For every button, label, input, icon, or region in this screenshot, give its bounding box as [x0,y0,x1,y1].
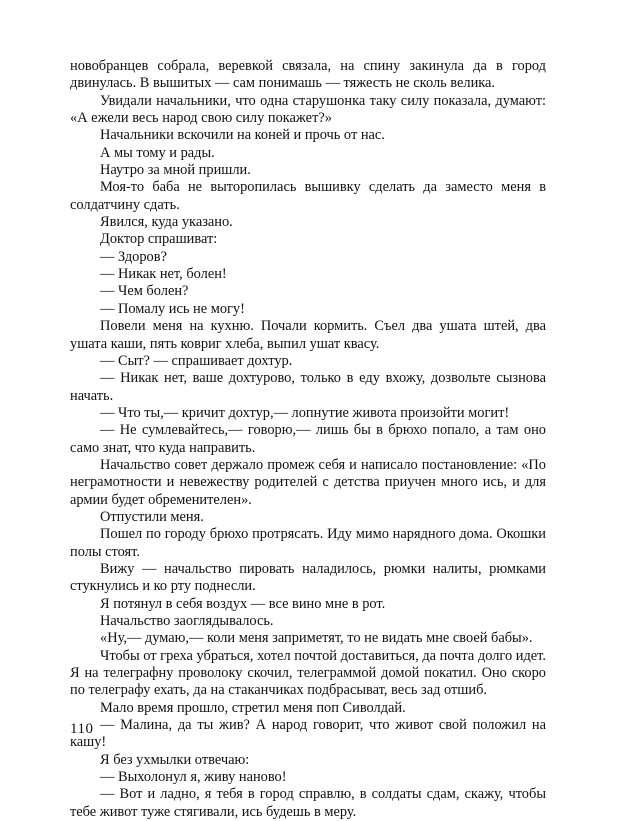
paragraph: Наутро за мной пришли. [100,162,251,179]
dialogue-line: — Малина, да ты жив? А народ говорит, что живот свой положил на кашу! [70,717,546,751]
page-number: 110 [70,721,94,737]
paragraph: Явился, куда указано. [100,214,233,231]
dialogue-line: — Здоров? [100,248,167,265]
paragraph: Пошел по городу брюхо протрясать. Иду мимо нарядного дома. Окошки полы стоят. [70,526,546,560]
dialogue-line: — Никак нет, болен! [100,266,227,283]
paragraph: Я потянул в себя воздух — все вино мне в рот. [100,595,386,612]
paragraph: А мы тому и рады. [100,144,215,161]
dialogue-line: — Что ты,— кричит дохтур,— лопнутие живота произойти могит! [100,404,510,421]
dialogue-line: — Чем болен? [100,283,189,300]
paragraph: Моя-то баба не выторопилась вышивку сделать да заместо меня в солдатчину сдать. [70,179,546,213]
paragraph: Доктор спрашиват: [100,231,218,248]
dialogue-line: — Выхолонул я, живу наново! [100,769,287,786]
paragraph: Я без ухмылки отвечаю: [100,751,250,768]
dialogue-line: — Помалу ись не могу! [100,300,245,317]
paragraph: Начальство заоглядывалось. [100,613,274,629]
paragraph: новобранцев собрала, веревкой связала, на спину закинула да в город двинулась. В вышитых — сам понимашь — тяжесть не сколь велика. [70,58,546,92]
paragraph: «Ну,— думаю,— коли меня заприметят, то не видать мне своей бабы». [100,630,533,647]
paragraph: Чтобы от греха убраться, хотел почтой доставиться, да почта долго идет. Я на телеграфну проволоку скочил, телеграммой домой покатил. Оно скоро по телеграфу ехать, да на стаканчиках подбрасыват, весь зад отшиб. [70,647,546,699]
paragraph: Мало время прошло, стретил меня поп Сиволдай. [100,699,406,716]
dialogue-line: — Не сумлевайтесь,— говорю,— лишь бы в брюхо попало, а там оно само знат, что куда направить. [70,422,546,456]
paragraph: Увидали начальники, что одна старушонка таку силу показала, думают: «А ежели весь народ свою силу покажет?» [70,92,546,127]
paragraph: Начальники вскочили на коней и прочь от нас. [100,127,385,144]
dialogue-line: — Сыт? — спрашивает дохтур. [100,352,293,369]
page-body [70,58,546,821]
paragraph: Повели меня на кухню. Почали кормить. Съел два ушата штей, два ушата каши, пять ковриг хлеба, выпил ушат квасу. [70,318,546,352]
paragraph: Отпустили меня. [100,508,204,525]
dialogue-line: — Никак нет, ваше дохтурово, только в еду вхожу, дозвольте сызнова начать. [70,370,546,404]
paragraph: Вижу — начальство пировать наладилось, рюмки налиты, рюмками стукнулись и ко рту поднесли. [70,560,546,595]
dialogue-line: — Вот и ладно, я тебя в город справлю, в солдаты сдам, скажу, чтобы тебе живот туже стягивали, ись будешь в меру. [70,786,546,820]
paragraph: Начальство совет держало промеж себя и написало постановление: «По неграмотности и невежеству родителей с детства приучен много ись, и для армии будет обременителен». [70,456,546,508]
